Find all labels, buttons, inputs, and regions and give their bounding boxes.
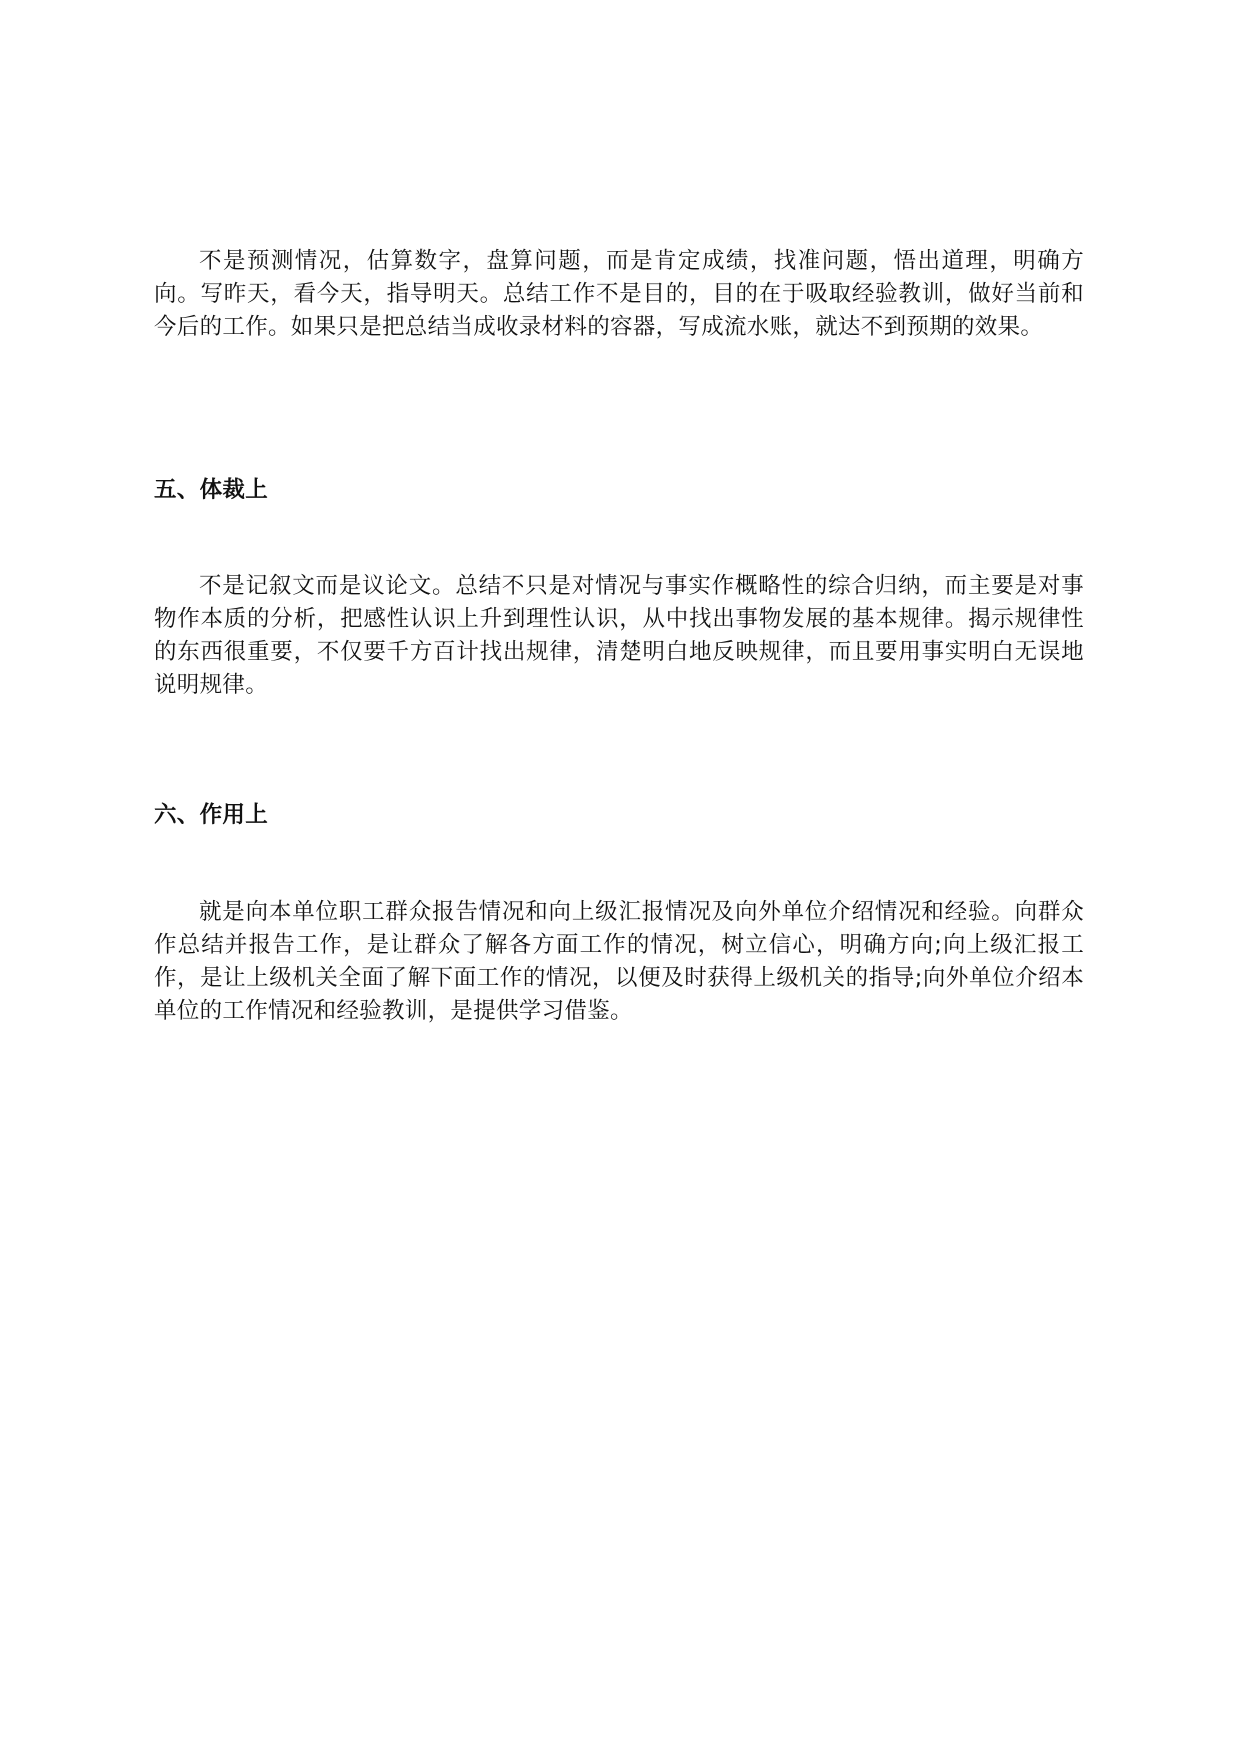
section-heading-function: 六、作用上 bbox=[154, 802, 269, 828]
section-heading-genre: 五、体裁上 bbox=[154, 477, 269, 503]
paragraph-purpose: 不是预测情况，估算数字，盘算问题，而是肯定成绩，找准问题，悟出道理，明确方向。写昨天，看今天，指导明天。总结工作不是目的，目的在于吸取经验教训，做好当前和今后的工作。如果只是把总结当成收录材料的容器，写成流水账，就达不到预期的效果。 bbox=[154, 248, 1084, 340]
paragraph-genre: 不是记叙文而是议论文。总结不只是对情况与事实作概略性的综合归纳，而主要是对事物作本质的分析，把感性认识上升到理性认识，从中找出事物发展的基本规律。揭示规律性的东西很重要，不仅要千方百计找出规律，清楚明白地反映规律，而且要用事实明白无误地说明规律。 bbox=[154, 573, 1084, 698]
paragraph-function: 就是向本单位职工群众报告情况和向上级汇报情况及向外单位介绍情况和经验。向群众作总结并报告工作，是让群众了解各方面工作的情况，树立信心，明确方向;向上级汇报工作，是让上级机关全面了解下面工作的情况，以便及时获得上级机关的指导;向外单位介绍本单位的工作情况和经验教训，是提供学习借鉴。 bbox=[154, 899, 1084, 1024]
